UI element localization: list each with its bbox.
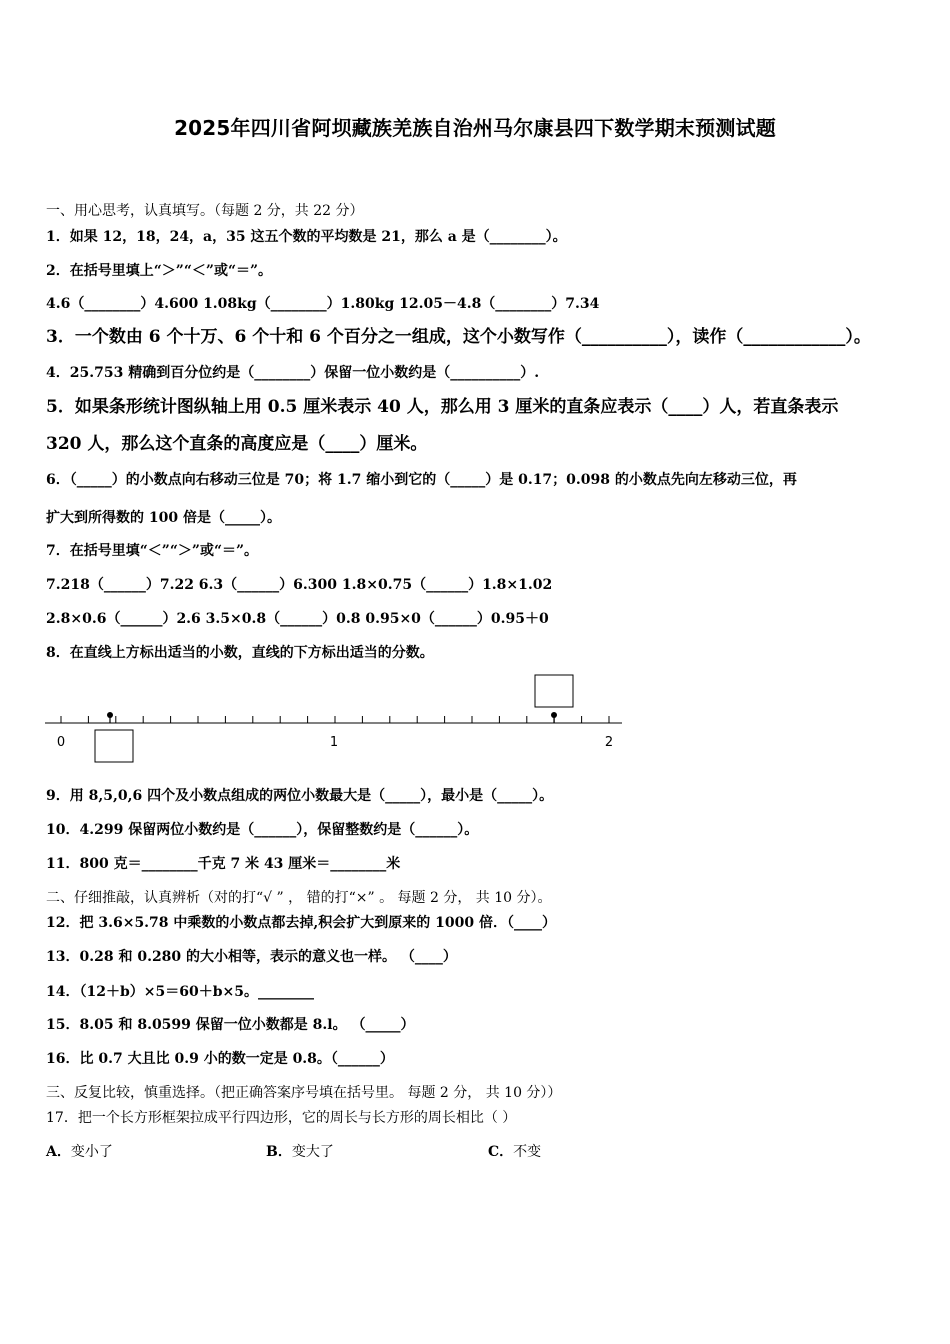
answer-box-bottom[interactable] <box>95 730 133 762</box>
number-line-label-0: 0 <box>56 735 66 750</box>
question-8: 8．在直线上方标出适当的小数，直线的下方标出适当的分数。 <box>46 645 434 661</box>
option-a-letter: A． <box>46 1144 71 1160</box>
section-2-heading: 二、仔细推敲，认真辨析（对的打“√ ” ， 错的打“×” 。 每题 2 分， 共 10 分）。 <box>46 890 552 906</box>
question-3: 3．一个数由 6 个十万、6 个十和 6 个百分之一组成，这个小数写作（__________），读作（____________）。 <box>46 327 871 347</box>
question-15: 15．8.05 和 8.0599 保留一位小数都是 8.l。 （_____） <box>46 1017 415 1033</box>
question-13: 13．0.28 和 0.280 的大小相等，表示的意义也一样。 （____） <box>46 949 457 965</box>
number-line-label-2: 2 <box>604 735 614 750</box>
question-9: 9．用 8,5,0,6 四个及小数点组成的两位小数最大是（_____），最小是（_____）。 <box>46 788 554 804</box>
option-c-text: 不变 <box>513 1144 542 1160</box>
number-line-label-1: 1 <box>329 735 339 750</box>
question-5-line-2: 320 人，那么这个直条的高度应是（____）厘米。 <box>46 434 428 454</box>
question-1: 1．如果 12，18，24，a，35 这五个数的平均数是 21，那么 a 是（________）。 <box>46 229 567 245</box>
question-7-row-2: 2.8×0.6（______）2.6 3.5×0.8（______）0.8 0.95×0（______）0.95＋0 <box>46 611 549 627</box>
question-6-line-1: 6．（_____）的小数点向右移动三位是 70；将 1.7 缩小到它的（_____）是 0.17；0.098 的小数点先向左移动三位，再 <box>46 472 797 488</box>
option-c-letter: C． <box>488 1144 514 1160</box>
option-a-text: 变小了 <box>70 1144 113 1160</box>
number-line-figure <box>40 670 640 770</box>
question-7-row-1: 7.218（______）7.22 6.3（______）6.300 1.8×0.75（______）1.8×1.02 <box>46 577 553 593</box>
question-7: 7．在括号里填“＜”“＞”或“＝”。 <box>46 543 259 559</box>
question-12: 12．把 3.6×5.78 中乘数的小数点都去掉,积会扩大到原来的 1000 倍．（____） <box>46 915 557 931</box>
question-2-items: 4.6（________）4.600 1.08kg（________）1.80kg 12.05－4.8（________）7.34 <box>46 296 600 312</box>
number-line-point-2 <box>551 712 557 723</box>
question-14: 14．（12＋b）×5＝60＋b×5。________ <box>46 984 314 1000</box>
option-a[interactable] <box>46 1142 113 1162</box>
answer-box-top[interactable] <box>535 675 573 707</box>
option-b-text: 变大了 <box>291 1144 334 1160</box>
question-17: 17．把一个长方形框架拉成平行四边形，它的周长与长方形的周长相比（ ） <box>46 1110 517 1126</box>
question-16: 16．比 0.7 大且比 0.9 小的数一定是 0.8。（______） <box>46 1051 394 1067</box>
number-line-point-1 <box>107 712 113 723</box>
page-title: 2025年四川省阿坝藏族羌族自治州马尔康县四下数学期末预测试题 <box>174 116 776 140</box>
question-11: 11．800 克＝________千克 7 米 43 厘米＝________米 <box>46 856 401 872</box>
option-b[interactable] <box>266 1142 334 1162</box>
option-b-letter: B． <box>266 1144 292 1160</box>
question-4: 4．25.753 精确到百分位约是（________）保留一位小数约是（__________）. <box>46 365 540 381</box>
question-6-line-2: 扩大到所得数的 100 倍是（_____）。 <box>46 510 281 526</box>
section-1-heading: 一、用心思考，认真填写。（每题 2 分，共 22 分） <box>46 203 364 219</box>
question-5-line-1: 5．如果条形统计图纵轴上用 0.5 厘米表示 40 人，那么用 3 厘米的直条应表示（____）人，若直条表示 <box>46 397 839 417</box>
section-3-heading: 三、反复比较，慎重选择。（把正确答案序号填在括号里。 每题 2 分， 共 10 分）） <box>46 1085 562 1101</box>
number-line-ticks <box>61 716 609 723</box>
question-2: 2．在括号里填上“＞”“＜”或“＝”。 <box>46 263 273 279</box>
question-10: 10．4.299 保留两位小数约是（______），保留整数约是（______）。 <box>46 822 479 838</box>
option-c[interactable] <box>488 1142 541 1162</box>
